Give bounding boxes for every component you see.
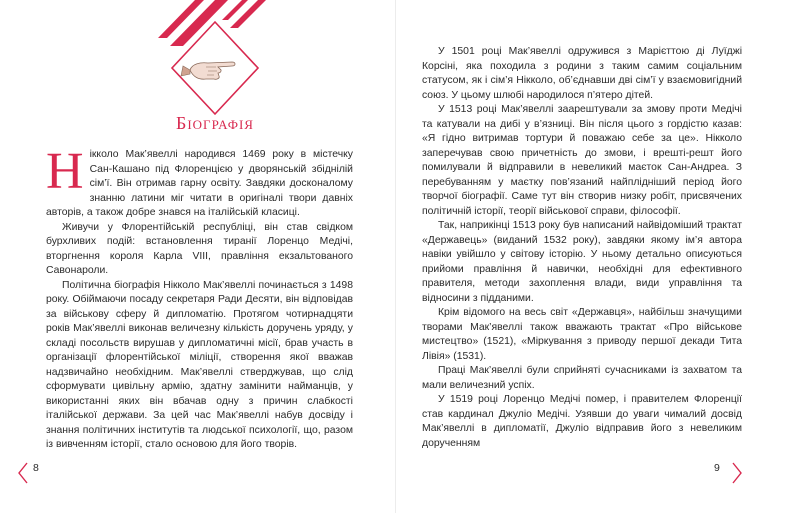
paragraph: Праці Мак’явеллі були сприйняті сучасниками із захватом та мали величезний успіх. [422,365,742,391]
paragraph [46,143,353,221]
decorative-stripes [158,0,266,46]
paragraph-text: ікколо Мак’явеллі народився 1469 року в містечку Сан-Кашано під Флоренцією у дворянській збіднілій сім’ї. Він отримав гарну освіту. Завдяки досконалому знанню латини міг читати в оригіналі твори давніх авторів, а також добре знався на італійській класиці. [46,149,353,218]
paragraph: У 1501 році Мак’явеллі одружився з Марієттою ді Луїджі Корсіні, яка походила з родини з таким самим соціальним статусом, як і сім’я Нікколо, об’єднавши дві сім’ї у взаємовигідний союз. У цьому шлюбі народилося п’ятеро дітей. [422,46,742,101]
right-page [396,0,791,513]
paragraph: Крім відомого на весь світ «Державця», найбільш значущими творами Мак’явеллі також вважають трактат «Про військове мистецтво» (1521), «Міркування з приводу першої декади Тита Лівія» (1531). [422,307,742,362]
page-number-right: 9 [714,462,720,474]
page-number-left: 8 [33,462,39,474]
paragraph: У 1513 році Мак’явеллі заарештували за змову проти Медічі та катували на дибі у в’язниці. Він після цього з гордістю казав: «Я гідно витримав тортури й поважаю себе за це». Нікколо заперечував свою причетність до змови, і врешті-решт його помилували й відправили в невеликий маєток Сан-Андреа. З перебуванням у маєтку пов’язаний найплідніший період його творчої біографії. Саме тут він створив низку робіт, присвячених політичній історії, теорії військової справи, філософії. [422,104,742,217]
section-title: Біографія [176,113,254,133]
chevron-right-icon [731,462,743,484]
paragraph: Живучи у Флорентійській республіці, він став свідком бурхливих подій: встановлення тиранії Лоренцо Медічі, вторгнення короля Карла VIII, правління екзальтованого Савонароли. [46,221,353,276]
left-page [0,0,395,513]
paragraph: Політична біографія Нікколо Мак’явеллі починається з 1498 року. Обіймаючи посаду секретаря Ради Десяти, він відповідав за військову сферу й дипломатію. Протягом чотирнадцяти років Мак’явеллі виконав величезну кількість доручень уряду, у складі посольств вирушав у дипломатичні місії, брав участь в організації флорентійської міліції, створення якої вважав надзвичайно необхідним. Мак’явеллі стверджував, що слід сформувати цивільну армію, здатну замінити найманців, у використанні яких він вбачав одну з причин слабкості італійської держави. За цей час Мак’явеллі набув досвіду і знання політичних інститутів та людської психології, що, разом із вивченням історії, стало основою для його творів. [46,279,353,450]
right-text-column [422,45,742,451]
paragraph: Так, наприкінці 1513 року був написаний найвідоміший трактат «Державець» (виданий 1532 року), завдяки якому ім’я автора навіки увійшло у світову історію. У ньому детально описуються прийоми правління й навички, необхідні для ефективного правителя, методи захоплення влади, види управління та відносини з підданими. [422,220,742,304]
chevron-left-icon [17,462,29,484]
drop-cap: Н [46,143,84,200]
paragraph: У 1519 році Лоренцо Медічі помер, і правителем Флоренції став кардинал Джуліо Медічі. Узявши до уваги чималий досвід Мак’явеллі в дипломатії, Джуліо відправив його з невеликим дорученням [422,394,742,449]
left-text-column [46,143,353,453]
pointing-hand-icon [181,62,235,79]
